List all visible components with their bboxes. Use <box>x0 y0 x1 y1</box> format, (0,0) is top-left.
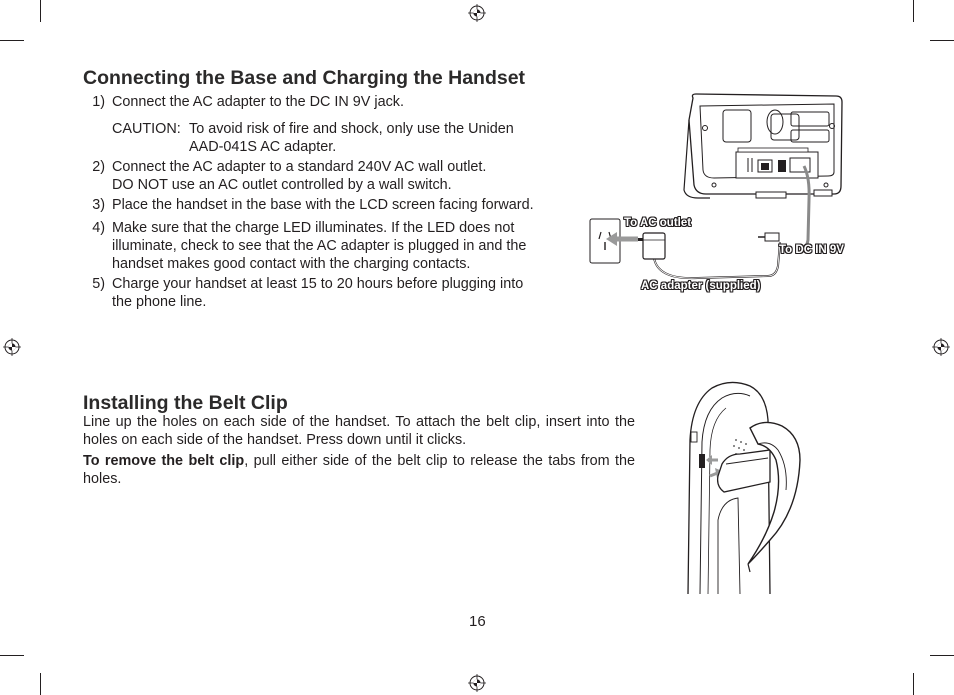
registration-mark-icon <box>932 338 950 356</box>
section-heading-belt-clip: Installing the Belt Clip <box>83 392 288 414</box>
step-text: the phone line. <box>112 294 207 310</box>
list-item <box>83 93 563 111</box>
step-text: Charge your handset at least 15 to 20 hours before plugging into <box>112 276 524 292</box>
crop-mark <box>40 673 41 695</box>
step-text: Connect the AC adapter to the DC IN 9V jack. <box>112 94 404 110</box>
step-text: DO NOT use an AC outlet controlled by a wall switch. <box>112 177 452 193</box>
bold-lead: To remove the belt clip <box>83 453 245 469</box>
registration-mark-icon <box>3 338 21 356</box>
step-number: 3) <box>92 197 105 213</box>
step-text: illuminate, check to see that the AC adapter is plugged in and the <box>112 238 527 254</box>
page-number: 16 <box>469 613 486 630</box>
caution-text: AAD-041S AC adapter. <box>189 139 337 155</box>
caution-label: CAUTION: <box>112 121 181 137</box>
step-text: Connect the AC adapter to a standard 240V AC wall outlet. <box>112 159 487 175</box>
paragraph-text: , pull either side of the belt clip to release the tabs from the holes. <box>83 453 636 487</box>
callout-to-dc-in: To DC IN 9V <box>779 244 844 256</box>
list-item <box>83 196 573 214</box>
registration-mark-icon <box>468 4 486 22</box>
crop-mark <box>0 40 24 41</box>
crop-mark <box>930 655 954 656</box>
crop-mark <box>913 0 914 22</box>
section-heading-connecting: Connecting the Base and Charging the Handset <box>83 67 526 89</box>
belt-clip-paragraph: Line up the holes on each side of the handset. To attach the belt clip, insert into the holes on each side of the handset. Press down until it clicks. <box>83 414 635 448</box>
step-text: handset makes good contact with the charging contacts. <box>112 256 471 272</box>
step-number: 1) <box>92 94 105 110</box>
step-number: 5) <box>92 276 105 292</box>
crop-mark <box>913 673 914 695</box>
list-item <box>83 275 563 311</box>
list-item <box>83 158 563 194</box>
base-connection-illustration <box>588 90 878 305</box>
step-number: 4) <box>92 220 105 236</box>
callout-to-ac-outlet: To AC outlet <box>624 217 692 229</box>
crop-mark <box>930 40 954 41</box>
step-text: Place the handset in the base with the LCD screen facing forward. <box>112 197 534 213</box>
step-text: Make sure that the charge LED illuminates. If the LED does not <box>112 220 515 236</box>
registration-mark-icon <box>468 674 486 692</box>
belt-clip-illustration <box>678 380 828 595</box>
caution-text: To avoid risk of fire and shock, only use the Uniden <box>189 121 514 137</box>
crop-mark <box>40 0 41 22</box>
callout-ac-adapter: AC adapter (supplied) <box>641 280 761 292</box>
caution-note <box>112 120 572 156</box>
crop-mark <box>0 655 24 656</box>
belt-clip-removal-paragraph <box>83 452 635 488</box>
list-item <box>83 219 563 273</box>
step-number: 2) <box>92 159 105 175</box>
